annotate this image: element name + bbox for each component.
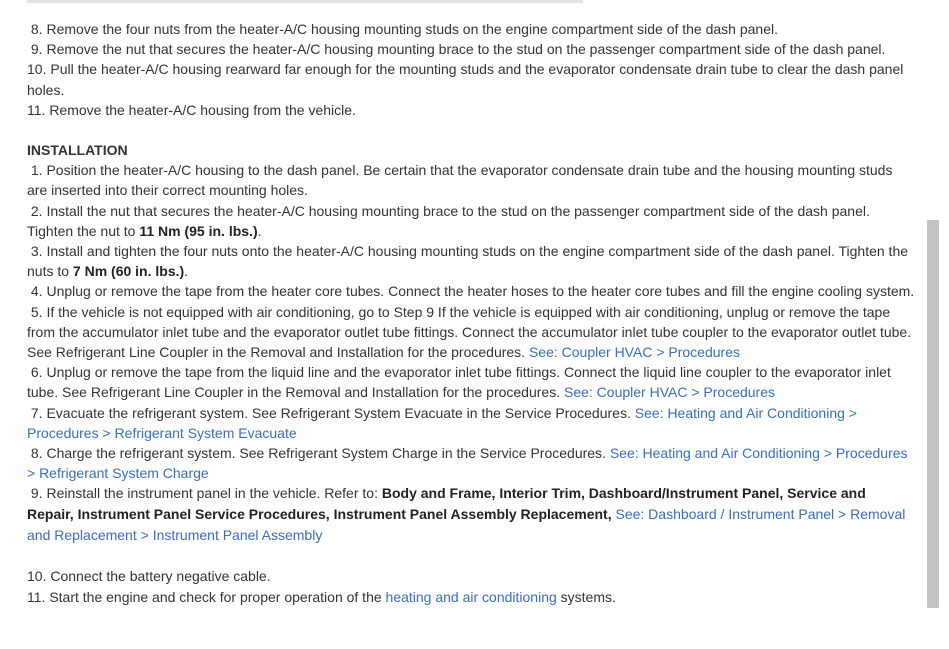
coupler-hvac-link[interactable]: See: Coupler HVAC > Procedures (528, 344, 740, 361)
removal-step-11: 11. Remove the heater-A/C housing from the vehicle. (27, 101, 356, 118)
install-step-7-text: 7. Evacuate the refrigerant system. See Refrigerant System Evacuate in the Service Procedures. (27, 404, 635, 421)
install-step-2 (27, 201, 915, 241)
top-divider (27, 0, 583, 3)
install-step-5-text: 5. If the vehicle is not equipped with air conditioning, go to Step 9 If the vehicle is equipped with air conditioning, unplug or remove the tape from the accumulator inlet tube and the evaporator outlet tube fittings. Connect the accumulator inlet tube coupler to the evaporator outlet tube. See Refrigerant Line Coupler in the Removal and Installation for the procedures. (27, 303, 915, 361)
refrigerant-charge-link[interactable]: See: Heating and Air Conditioning > Procedures > Refrigerant System Charge (27, 445, 912, 482)
heating-ac-link[interactable]: heating and air conditioning (385, 588, 557, 605)
removal-step-8: 8. Remove the four nuts from the heater-A/C housing mounting studs on the engine compartment side of the dash panel. (27, 21, 778, 37)
install-step-4: 4. Unplug or remove the tape from the heater core tubes. Connect the heater hoses to the heater core tubes and fill the engine cooling system. (27, 283, 915, 300)
install-step-6 (27, 362, 915, 402)
document-body (27, 19, 915, 607)
refrigerant-evacuate-link[interactable]: See: Heating and Air Conditioning > Procedures > Refrigerant System Evacuate (27, 404, 861, 441)
install-step-11 (27, 587, 915, 607)
install-step-3-text: 3. Install and tighten the four nuts onto the heater-A/C housing mounting studs on the engine compartment side of the dash panel. Tighten the nuts to (27, 243, 912, 280)
torque-value-7nm: 7 Nm (60 in. lbs.) (72, 263, 185, 280)
install-step-7 (27, 403, 915, 443)
spacer (27, 120, 915, 140)
scrollbar-thumb[interactable] (927, 220, 939, 608)
spacer (27, 546, 915, 566)
install-step-9-text: 9. Reinstall the instrument panel in the vehicle. Refer to: (27, 485, 382, 502)
install-step-2-end: . (257, 222, 262, 239)
instrument-panel-assembly-link[interactable]: See: Dashboard / Instrument Panel > Removal and Replacement > Instrument Panel Assembly (27, 506, 910, 544)
removal-step-10: 10. Pull the heater-A/C housing rearward far enough for the mounting studs and the evaporator condensate drain tube to clear the dash panel holes. (27, 61, 908, 98)
install-step-11-text: 11. Start the engine and check for proper operation of the (27, 588, 386, 605)
install-step-5 (27, 302, 915, 363)
install-step-8-text: 8. Charge the refrigerant system. See Refrigerant System Charge in the Service Procedures. (27, 445, 610, 462)
install-step-11-end: systems. (556, 588, 616, 605)
install-step-1: 1. Position the heater-A/C housing to the dash panel. Be certain that the evaporator condensate drain tube and the housing mounting studs are inserted into their correct mounting holes. (27, 162, 897, 199)
install-step-9 (27, 483, 915, 546)
install-step-3 (27, 241, 915, 281)
coupler-hvac-link[interactable]: See: Coupler HVAC > Procedures (563, 384, 775, 401)
removal-step-9: 9. Remove the nut that secures the heater-A/C housing mounting brace to the stud on the passenger compartment side of the dash panel. (27, 41, 886, 58)
install-step-6-text: 6. Unplug or remove the tape from the liquid line and the evaporator inlet tube fittings. Connect the liquid line coupler to the evaporator inlet tube. See Refrigerant Line Coupler in the Removal and Installation for the procedures. (27, 364, 895, 401)
install-step-3-end: . (184, 263, 189, 280)
installation-heading: INSTALLATION (27, 142, 128, 159)
install-step-10: 10. Connect the battery negative cable. (27, 568, 271, 585)
install-step-8 (27, 443, 915, 483)
install-step-2-text: 2. Install the nut that secures the heater-A/C housing mounting brace to the stud on the passenger compartment side of the dash panel. Tighten the nut to (27, 202, 874, 239)
instrument-panel-reference: Body and Frame, Interior Trim, Dashboard/Instrument Panel, Service and Repair, Instrument Panel Service Procedures, Instrument Panel Assembly Replacement, (27, 485, 870, 523)
torque-value-11nm: 11 Nm (95 in. lbs.) (139, 222, 258, 239)
